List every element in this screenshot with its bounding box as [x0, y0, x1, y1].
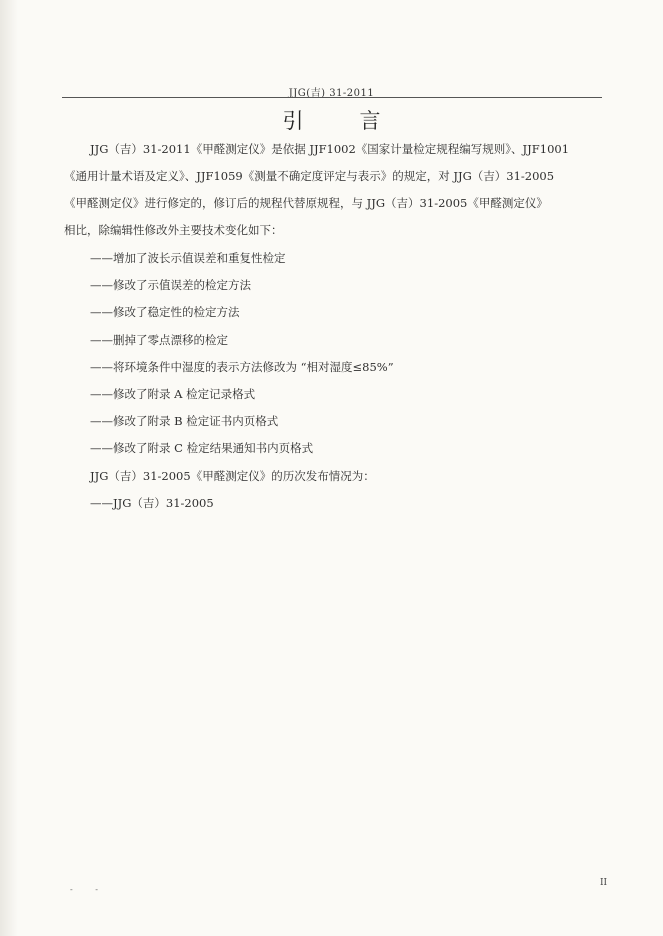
history-item-1: ——JJG（吉）31-2005 [90, 496, 214, 510]
change-item-6: ——修改了附录 A 检定记录格式 [90, 387, 256, 401]
change-item-4: ——删掉了零点漂移的检定 [90, 333, 228, 347]
change-item-1: ——增加了波长示值误差和重复性检定 [90, 251, 286, 265]
history-intro: JJG（吉）31-2005《甲醛测定仪》的历次发布情况为： [90, 469, 375, 483]
corner-mark: - - [70, 885, 108, 894]
intro-line-2: 《通用计量术语及定义》、JJF1059《测量不确定度评定与表示》的规定，对 JJG（吉）31-2005 [64, 169, 555, 183]
intro-line-3: 《甲醛测定仪》进行修定的，修订后的规程代替原规程，与 JJG（吉）31-2005《甲醛测定仪》 [64, 196, 548, 210]
change-item-3: ——修改了稳定性的检定方法 [90, 305, 240, 319]
change-item-2: ——修改了示值误差的检定方法 [90, 278, 251, 292]
change-item-7: ——修改了附录 B 检定证书内页格式 [90, 414, 279, 428]
scan-edge-shadow [0, 0, 18, 936]
intro-line-1: JJG（吉）31-2011《甲醛测定仪》是依据 JJF1002《国家计量检定规程编写规则》、JJF1001 [90, 142, 570, 156]
page-title: 引言 [282, 109, 437, 133]
change-item-5: ——将环境条件中湿度的表示方法修改为 “相对湿度≤85%” [90, 360, 394, 374]
header-rule [62, 97, 602, 98]
intro-line-4: 相比，除编辑性修改外主要技术变化如下： [64, 223, 283, 237]
standard-code-header: JJG(吉) 31-2011 [288, 88, 375, 99]
change-item-8: ——修改了附录 C 检定结果通知书内页格式 [90, 441, 314, 455]
page-number: II [600, 878, 608, 888]
